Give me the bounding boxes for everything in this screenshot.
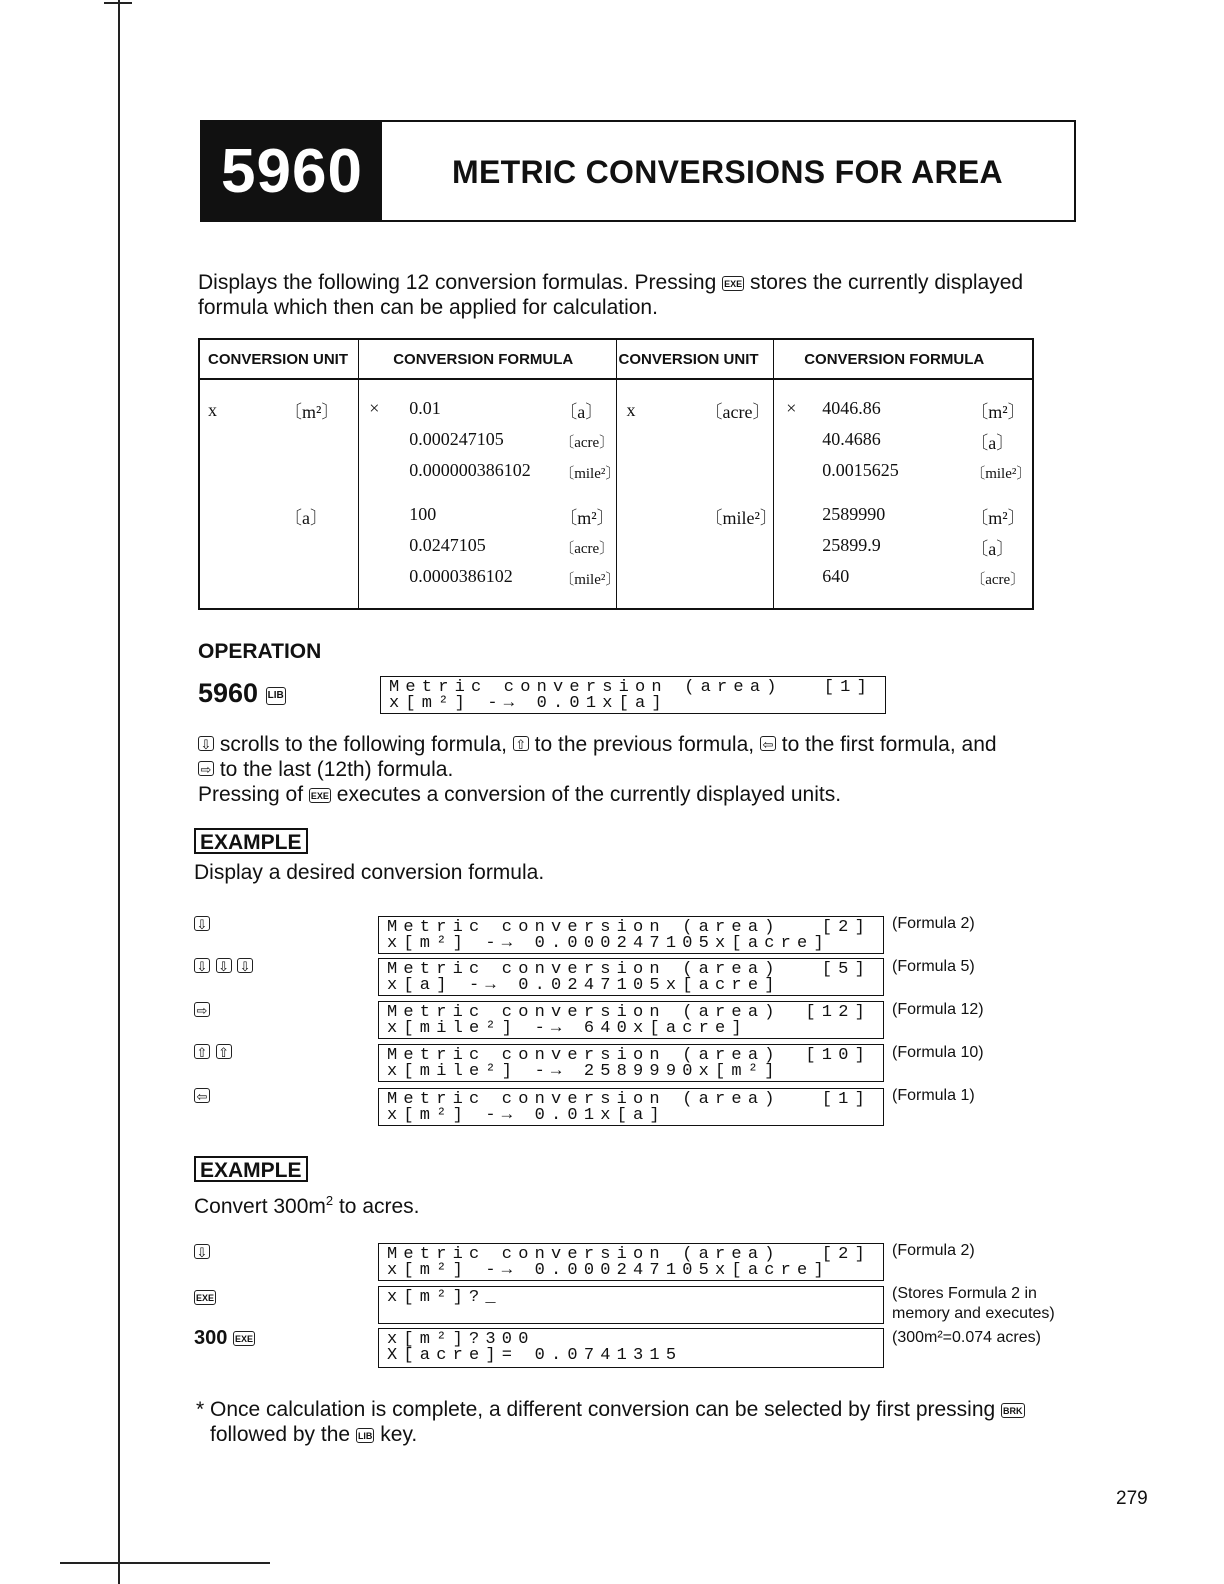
operation-description [198, 732, 1098, 807]
key-sequence [194, 1042, 232, 1065]
formula-factor: 4046.86 [822, 398, 881, 418]
footnote-text-2a: followed by the [210, 1423, 351, 1446]
formula-factor: 0.0015625 [822, 460, 899, 480]
times-sign: × [786, 398, 797, 418]
formula-factor: 2589990 [822, 504, 886, 524]
lcd-display [378, 916, 884, 954]
lib-key-icon: LIB [266, 687, 286, 705]
right-arrow-key-icon: ⇨ [198, 761, 214, 776]
header-unit-right: CONVERSION UNIT [616, 339, 774, 379]
formula-note: (Formula 12) [892, 1001, 984, 1018]
op-desc-3a: Pressing of [198, 783, 304, 806]
down-arrow-key-icon: ⇩ [194, 958, 210, 973]
section-header [200, 120, 1076, 222]
left-arrow-key-icon: ⇦ [194, 1088, 210, 1103]
unit-x: x [208, 400, 217, 420]
down-arrow-key-icon: ⇩ [216, 958, 232, 973]
op-desc-1c: to the first formula, and [781, 733, 997, 756]
down-arrow-key-icon: ⇩ [237, 958, 253, 973]
lcd-line-2: x[m²] -→ 0.000247105x[acre] [387, 934, 830, 953]
operation-command [198, 678, 286, 709]
lcd-line-1: x[m²]?_ [387, 1288, 502, 1307]
example-label: EXAMPLE [194, 1156, 308, 1182]
lcd-display [378, 1328, 884, 1368]
exe-key-icon: EXE [309, 788, 331, 803]
up-arrow-key-icon: ⇧ [216, 1044, 232, 1059]
op-desc-1a: scrolls to the following formula, [219, 733, 507, 756]
page-number: 279 [1116, 1488, 1148, 1509]
up-arrow-key-icon: ⇧ [194, 1044, 210, 1059]
lcd-line-1: Metric conversion (area) [389, 678, 783, 697]
lcd-line-2: x[a] -→ 0.0247105x[acre] [387, 976, 781, 995]
lcd-display [380, 676, 886, 714]
key-sequence [194, 956, 253, 979]
formula-unit: 〔m²〕 [970, 508, 1026, 528]
key-sequence [194, 1086, 210, 1109]
formula-unit: 〔m²〕 [970, 402, 1026, 422]
footnote-text-1: * Once calculation is complete, a different conversion can be selected by first pressing [196, 1398, 996, 1421]
formula-factor: 100 [409, 504, 437, 524]
key-sequence [194, 914, 210, 937]
formula-unit: 〔mile²〕 [559, 572, 621, 588]
formula-factor: 0.000247105 [409, 429, 504, 449]
formula-note: (Formula 2) [892, 1242, 975, 1259]
example-description: Display a desired conversion formula. [194, 861, 545, 884]
times-sign: × [369, 398, 380, 418]
unit-label: 〔m²〕 [284, 402, 340, 422]
operation-heading: OPERATION [198, 640, 322, 663]
intro-text-1b: stores the currently displayed [749, 271, 1024, 294]
lcd-formula-tag: [5] [821, 960, 871, 979]
unit-label: 〔mile²〕 [704, 508, 778, 528]
formula-unit: 〔mile²〕 [970, 466, 1032, 482]
lcd-line-1: Metric conversion (area) [387, 918, 781, 937]
right-arrow-key-icon: ⇨ [194, 1002, 210, 1017]
formula-note: (Formula 5) [892, 958, 975, 975]
formula-unit: 〔acre〕 [559, 541, 615, 557]
unit-x: x [626, 400, 636, 420]
formula-factor: 25899.9 [822, 535, 881, 555]
command-number: 5960 [198, 678, 259, 708]
op-desc-1b: to the previous formula, [534, 733, 755, 756]
key-input-300: 300 [194, 1327, 228, 1349]
lcd-line-2: x[m²] -→ 0.000247105x[acre] [387, 1261, 830, 1280]
binding-mark-top [104, 2, 132, 4]
lcd-display [378, 958, 884, 996]
footnote-text-2b: key. [380, 1423, 418, 1446]
lcd-formula-tag: [2] [821, 918, 871, 937]
formula-note: (Formula 10) [892, 1044, 984, 1061]
lcd-formula-tag: [12] [805, 1003, 871, 1022]
lcd-formula-tag: [10] [805, 1046, 871, 1065]
example2-desc-sup: 2 [325, 1193, 334, 1208]
formula-note: (Formula 1) [892, 1087, 975, 1104]
formula-factor: 40.4686 [822, 429, 881, 449]
intro-text-2: formula which then can be applied for calculation. [198, 296, 658, 319]
lcd-line-1: x[m²]?300 [387, 1330, 535, 1349]
formula-factor: 0.0247105 [409, 535, 486, 555]
lcd-display [378, 1044, 884, 1082]
formula-unit: 〔acre〕 [970, 572, 1026, 588]
formula-unit: 〔a〕 [970, 433, 1015, 453]
lcd-formula-tag: [1] [823, 678, 873, 697]
formula-factor: 0.000000386102 [409, 460, 531, 480]
unit-cell-right [617, 380, 778, 608]
intro-text-1a: Displays the following 12 conversion formulas. Pressing [198, 271, 717, 294]
binding-mark-bottom [60, 1562, 270, 1564]
left-arrow-key-icon: ⇦ [760, 736, 776, 751]
formula-note: (Formula 2) [892, 915, 975, 932]
formula-note: (300m²=0.074 acres) [892, 1329, 1041, 1346]
example-label: EXAMPLE [194, 828, 308, 854]
program-number: 5960 [202, 122, 382, 220]
formula-unit: 〔acre〕 [559, 435, 615, 451]
lcd-line-2: x[mile²] -→ 2589990x[m²] [387, 1062, 781, 1081]
unit-label: 〔a〕 [284, 508, 328, 528]
key-sequence [194, 1286, 216, 1309]
lcd-line-1: Metric conversion (area) [387, 1003, 781, 1022]
lcd-formula-tag: [2] [821, 1245, 871, 1264]
brk-key-icon: BRK [1001, 1403, 1025, 1418]
lcd-display [378, 1286, 884, 1324]
lcd-line-2: x[mile²] -→ 640x[acre] [387, 1019, 748, 1038]
formula-unit: 〔a〕 [559, 402, 604, 422]
down-arrow-key-icon: ⇩ [194, 1244, 210, 1259]
lcd-display [378, 1001, 884, 1039]
footnote [196, 1397, 1096, 1447]
lcd-line-2: x[m²] -→ 0.01x[a] [389, 694, 668, 713]
lcd-display [378, 1243, 884, 1281]
formula-unit: 〔mile²〕 [559, 466, 621, 482]
lib-key-icon: LIB [356, 1428, 375, 1443]
formula-cell-left [359, 380, 621, 608]
op-desc-3b: executes a conversion of the currently displayed units. [336, 783, 842, 806]
down-arrow-key-icon: ⇩ [198, 736, 214, 751]
lcd-line-2: X[acre]= 0.0741315 [387, 1346, 683, 1365]
header-formula-left: CONVERSION FORMULA [359, 339, 616, 379]
formula-factor: 0.01 [409, 398, 441, 418]
lcd-line-1: Metric conversion (area) [387, 1245, 781, 1264]
key-sequence [194, 1327, 255, 1350]
key-sequence [194, 1242, 210, 1265]
formula-factor: 640 [822, 566, 850, 586]
intro-paragraph [198, 270, 1088, 320]
formula-unit: 〔a〕 [970, 539, 1015, 559]
formula-note: (Stores Formula 2 in memory and executes) [892, 1285, 1055, 1322]
unit-cell-left [200, 380, 358, 608]
unit-label: 〔acre〕 [704, 402, 771, 422]
lcd-line-1: Metric conversion (area) [387, 1090, 781, 1109]
conversion-table [198, 338, 1034, 610]
lcd-line-1: Metric conversion (area) [387, 960, 781, 979]
key-sequence [194, 1000, 210, 1023]
header-formula-right: CONVERSION FORMULA [774, 339, 1033, 379]
exe-key-icon: EXE [194, 1290, 216, 1305]
example-description [194, 1188, 420, 1219]
header-unit-left: CONVERSION UNIT [199, 339, 359, 379]
lcd-display [378, 1088, 884, 1126]
lcd-formula-tag: [1] [821, 1090, 871, 1109]
formula-cell-right [774, 380, 1032, 608]
up-arrow-key-icon: ⇧ [513, 736, 529, 751]
binding-line [118, 0, 120, 1584]
lcd-line-2: x[m²] -→ 0.01x[a] [387, 1106, 666, 1125]
page-title: METRIC CONVERSIONS FOR AREA [452, 154, 1003, 190]
formula-factor: 0.0000386102 [409, 566, 513, 586]
formula-unit: 〔m²〕 [559, 508, 615, 528]
example2-desc-b: to acres. [333, 1195, 420, 1218]
exe-key-icon: EXE [722, 276, 744, 291]
example2-desc-a: Convert 300m [194, 1195, 326, 1218]
lcd-line-1: Metric conversion (area) [387, 1046, 781, 1065]
exe-key-icon: EXE [233, 1331, 255, 1346]
op-desc-2: to the last (12th) formula. [219, 758, 454, 781]
down-arrow-key-icon: ⇩ [194, 916, 210, 931]
